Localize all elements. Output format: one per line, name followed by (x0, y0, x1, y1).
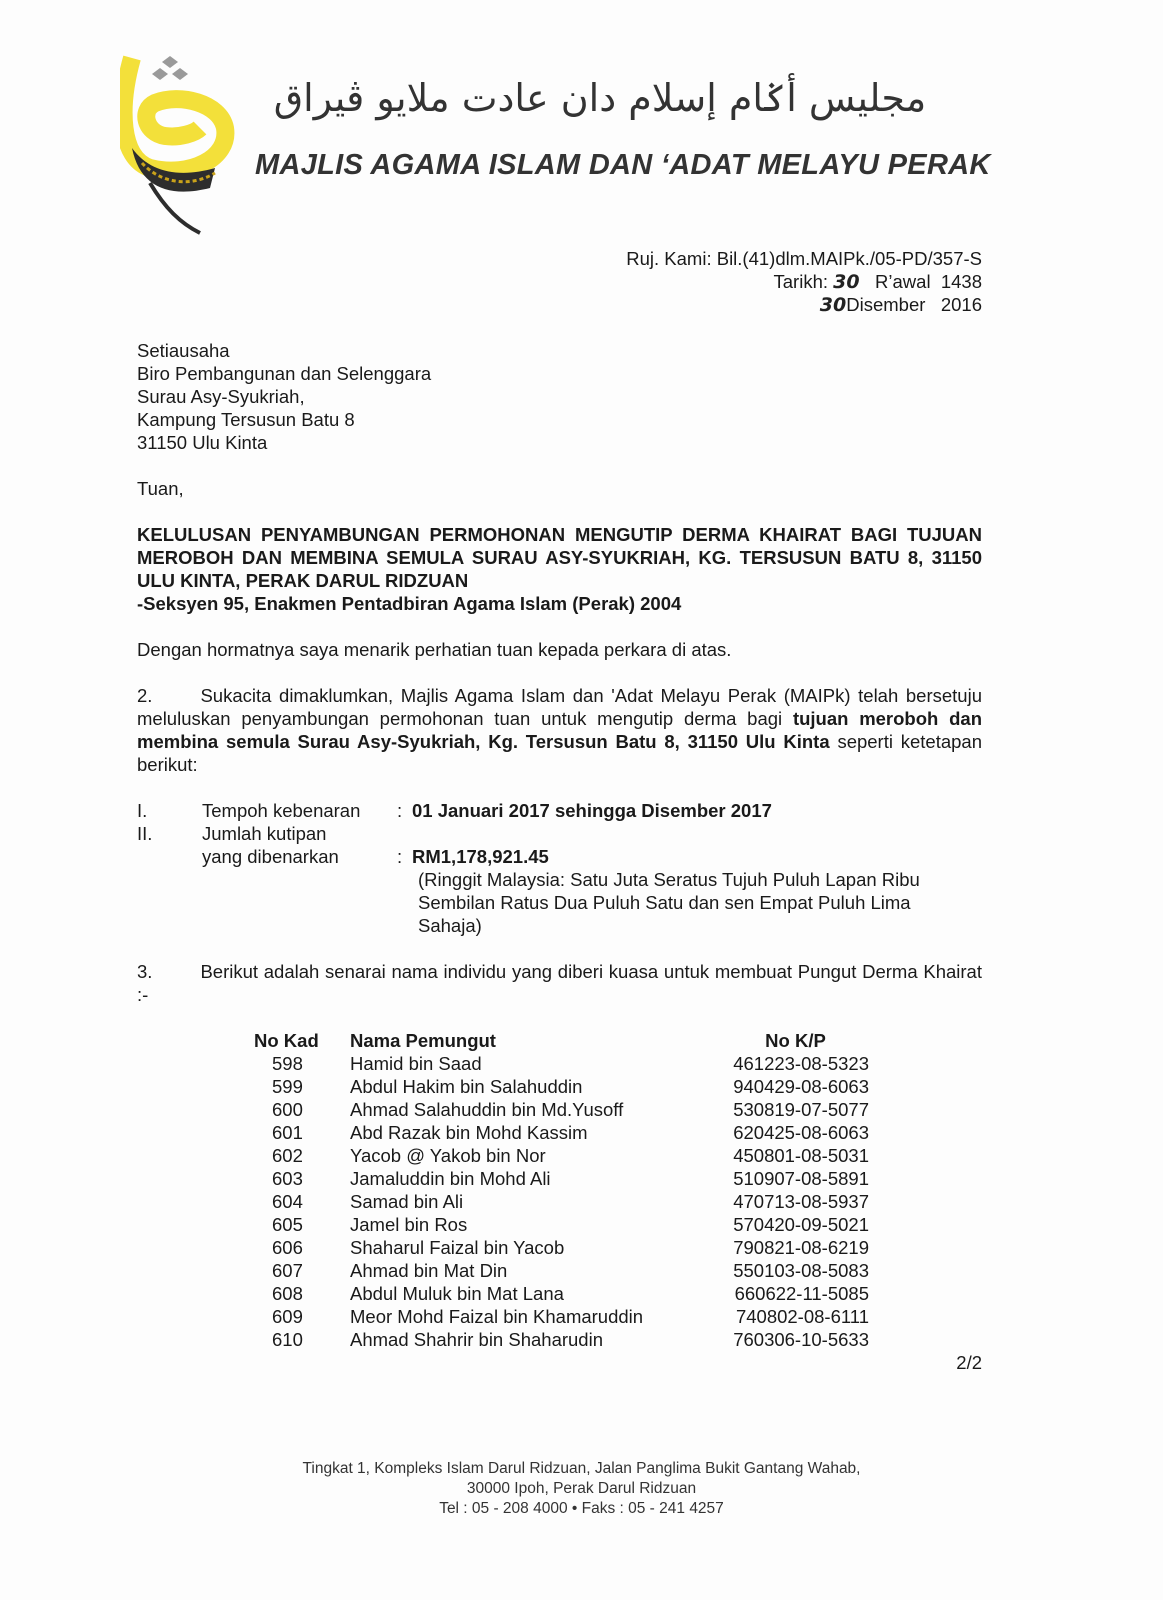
ic-number: 570420-09-5021 (733, 1214, 869, 1235)
ic-number: 530819-07-5077 (733, 1099, 869, 1120)
collector-name: Abdul Hakim bin Salahuddin (350, 1076, 583, 1097)
term-label: Tempoh kebenaran (202, 800, 361, 821)
page-number: 2/2 (956, 1352, 982, 1373)
table-row (254, 1236, 869, 1259)
table-row (254, 1282, 869, 1305)
col-header-name: Nama Pemungut (350, 1030, 496, 1051)
paragraph-1: Dengan hormatnya saya menarik perhatian tuan kepada perkara di atas. (137, 639, 732, 660)
recipient-line: Biro Pembangunan dan Selenggara (137, 363, 432, 384)
card-number: 603 (272, 1168, 303, 1189)
org-name: MAJLIS AGAMA ISLAM DAN ‘ADAT MELAYU PERAK (255, 149, 991, 181)
card-number: 600 (272, 1099, 303, 1120)
card-number: 605 (272, 1214, 303, 1235)
collector-name: Jamaluddin bin Mohd Ali (350, 1168, 551, 1189)
collector-name: Ahmad Shahrir bin Shaharudin (350, 1329, 603, 1350)
table-row (254, 1167, 869, 1190)
handwritten-hijri-day: 30 (833, 271, 860, 293)
ic-number: 790821-08-6219 (733, 1237, 869, 1258)
card-number: 606 (272, 1237, 303, 1258)
para-tail: seperti ketetapan berikut: (137, 731, 983, 775)
ref-value: Bil.(41)dlm.MAIPk./05-PD/357-S (716, 248, 982, 269)
para-number: 2. (137, 685, 153, 706)
ic-number: 470713-08-5937 (733, 1191, 869, 1212)
table-row (254, 1328, 869, 1351)
recipient-line: Kampung Tersusun Batu 8 (137, 409, 355, 430)
ref-number (626, 247, 982, 270)
term-row (137, 822, 963, 845)
subject-title: KELULUSAN PENYAMBUNGAN PERMOHONAN MENGUTIP DERMA KHAIRAT BAGI TUJUAN MEROBOH DAN MEMBINA SEMULA SURAU ASY-SYUKRIAH, KG. TERSUSUN BATU 8, 31150 ULU KINTA, PERAK DARUL RIDZUAN (137, 524, 982, 591)
card-number: 610 (272, 1329, 303, 1350)
table-row (254, 1305, 869, 1328)
card-number: 609 (272, 1306, 303, 1327)
col-header-card-no: No Kad (254, 1030, 319, 1051)
ic-number: 740802-08-6111 (735, 1306, 869, 1327)
term-separator: : (397, 800, 403, 821)
card-number: 601 (272, 1122, 303, 1143)
col-header-ic-no: No K/P (765, 1030, 826, 1051)
paragraph-3 (137, 960, 982, 1006)
term-number: II. (137, 823, 153, 844)
paragraph-2 (137, 684, 982, 776)
term-separator: : (397, 846, 403, 867)
term-row (137, 845, 963, 868)
footer-line: Tingkat 1, Kompleks Islam Darul Ridzuan, Jalan Panglima Bukit Gantang Wahab, (302, 1460, 861, 1477)
card-number: 598 (272, 1053, 303, 1074)
table-row (254, 1259, 869, 1282)
para-text: Berikut adalah senarai nama individu yang diberi kuasa untuk membuat Pungut Derma Khairat :- (137, 961, 982, 1005)
card-number: 604 (272, 1191, 303, 1212)
term-value: RM1,178,921.45 (412, 846, 549, 867)
para-bold-text: tujuan meroboh dan membina semula Surau Asy-Syukriah, Kg. Tersusun Batu 8, 31150 Ulu Kinta (137, 708, 982, 752)
term-number: I. (137, 800, 148, 821)
maipk-logo (120, 48, 240, 238)
collector-name: Ahmad bin Mat Din (350, 1260, 508, 1281)
org-name-jawi: مجليس أݢام إسلام دان عادت ملايو ڤيراق (273, 76, 927, 120)
recipient-address (137, 339, 982, 454)
ic-number: 620425-08-6063 (733, 1122, 869, 1143)
ic-number: 510907-08-5891 (733, 1168, 869, 1189)
collector-name: Jamel bin Ros (350, 1214, 468, 1235)
term-label-cont: yang dibenarkan (202, 846, 339, 867)
collectors-table (254, 1029, 869, 1351)
collector-name: Samad bin Ali (350, 1191, 464, 1212)
subject (137, 523, 982, 615)
recipient-line: 31150 Ulu Kinta (137, 432, 268, 453)
month: Disember (846, 294, 926, 315)
collector-name: Hamid bin Saad (350, 1053, 482, 1074)
collector-name: Abd Razak bin Mohd Kassim (350, 1122, 588, 1143)
term-label: Jumlah kutipan (202, 823, 327, 844)
ic-number: 550103-08-5083 (733, 1260, 869, 1281)
hijri-year: 1438 (940, 271, 982, 292)
ic-number: 450801-08-5031 (733, 1145, 869, 1166)
card-number: 602 (272, 1145, 303, 1166)
card-number: 599 (272, 1076, 303, 1097)
para-text: Sukacita dimaklumkan, Majlis Agama Islam dan 'Adat Melayu Perak (MAIPk) telah bersetuju meluluskan penyambungan permohonan tuan untuk mengutip derma bagi (137, 685, 982, 729)
subject-act: -Seksyen 95, Enakmen Pentadbiran Agama Islam (Perak) 2004 (137, 593, 682, 614)
recipient-line: Setiausaha (137, 340, 230, 361)
gregorian-date (626, 293, 982, 316)
footer-line: 30000 Ipoh, Perak Darul Ridzuan (466, 1480, 697, 1497)
letter-body (137, 339, 982, 1374)
ic-number: 461223-08-5323 (733, 1053, 869, 1074)
footer-address (0, 1459, 1163, 1519)
term-value: 01 Januari 2017 sehingga Disember 2017 (412, 800, 772, 821)
date-label: Tarikh: (773, 271, 829, 292)
handwritten-day: 30 (819, 294, 847, 316)
ic-number: 660622-11-5085 (734, 1283, 869, 1304)
amount-in-words: (Ringgit Malaysia: Satu Juta Seratus Tujuh Puluh Lapan Ribu Sembilan Ratus Dua Puluh Satu dan sen Empat Puluh Lima Sahaja) (418, 869, 920, 936)
approval-terms (137, 799, 963, 937)
recipient-line: Surau Asy-Syukriah, (137, 386, 305, 407)
hijri-month: R’awal (875, 271, 931, 292)
salutation: Tuan, (137, 478, 184, 499)
ic-number: 760306-10-5633 (733, 1329, 869, 1350)
table-header (254, 1029, 869, 1052)
collector-name: Yacob @ Yakob bin Nor (350, 1145, 546, 1166)
table-row (254, 1213, 869, 1236)
card-number: 607 (272, 1260, 303, 1281)
table-row (254, 1190, 869, 1213)
ref-label: Ruj. Kami: (626, 248, 712, 269)
table-row (254, 1144, 869, 1167)
collector-name: Shaharul Faizal bin Yacob (350, 1237, 565, 1258)
table-row (254, 1098, 869, 1121)
year: 2016 (940, 294, 982, 315)
table-row (254, 1075, 869, 1098)
footer-line: Tel : 05 - 208 4000 • Faks : 05 - 241 4257 (439, 1500, 724, 1517)
reference-block (626, 247, 982, 316)
hijri-date (626, 270, 982, 293)
collector-name: Ahmad Salahuddin bin Md.Yusoff (350, 1099, 624, 1120)
card-number: 608 (272, 1283, 303, 1304)
term-row (137, 799, 963, 822)
table-row (254, 1121, 869, 1144)
para-number: 3. (137, 961, 153, 982)
table-row (254, 1052, 869, 1075)
collector-name: Meor Mohd Faizal bin Khamaruddin (350, 1306, 644, 1327)
ic-number: 940429-08-6063 (733, 1076, 869, 1097)
collector-name: Abdul Muluk bin Mat Lana (350, 1283, 564, 1304)
